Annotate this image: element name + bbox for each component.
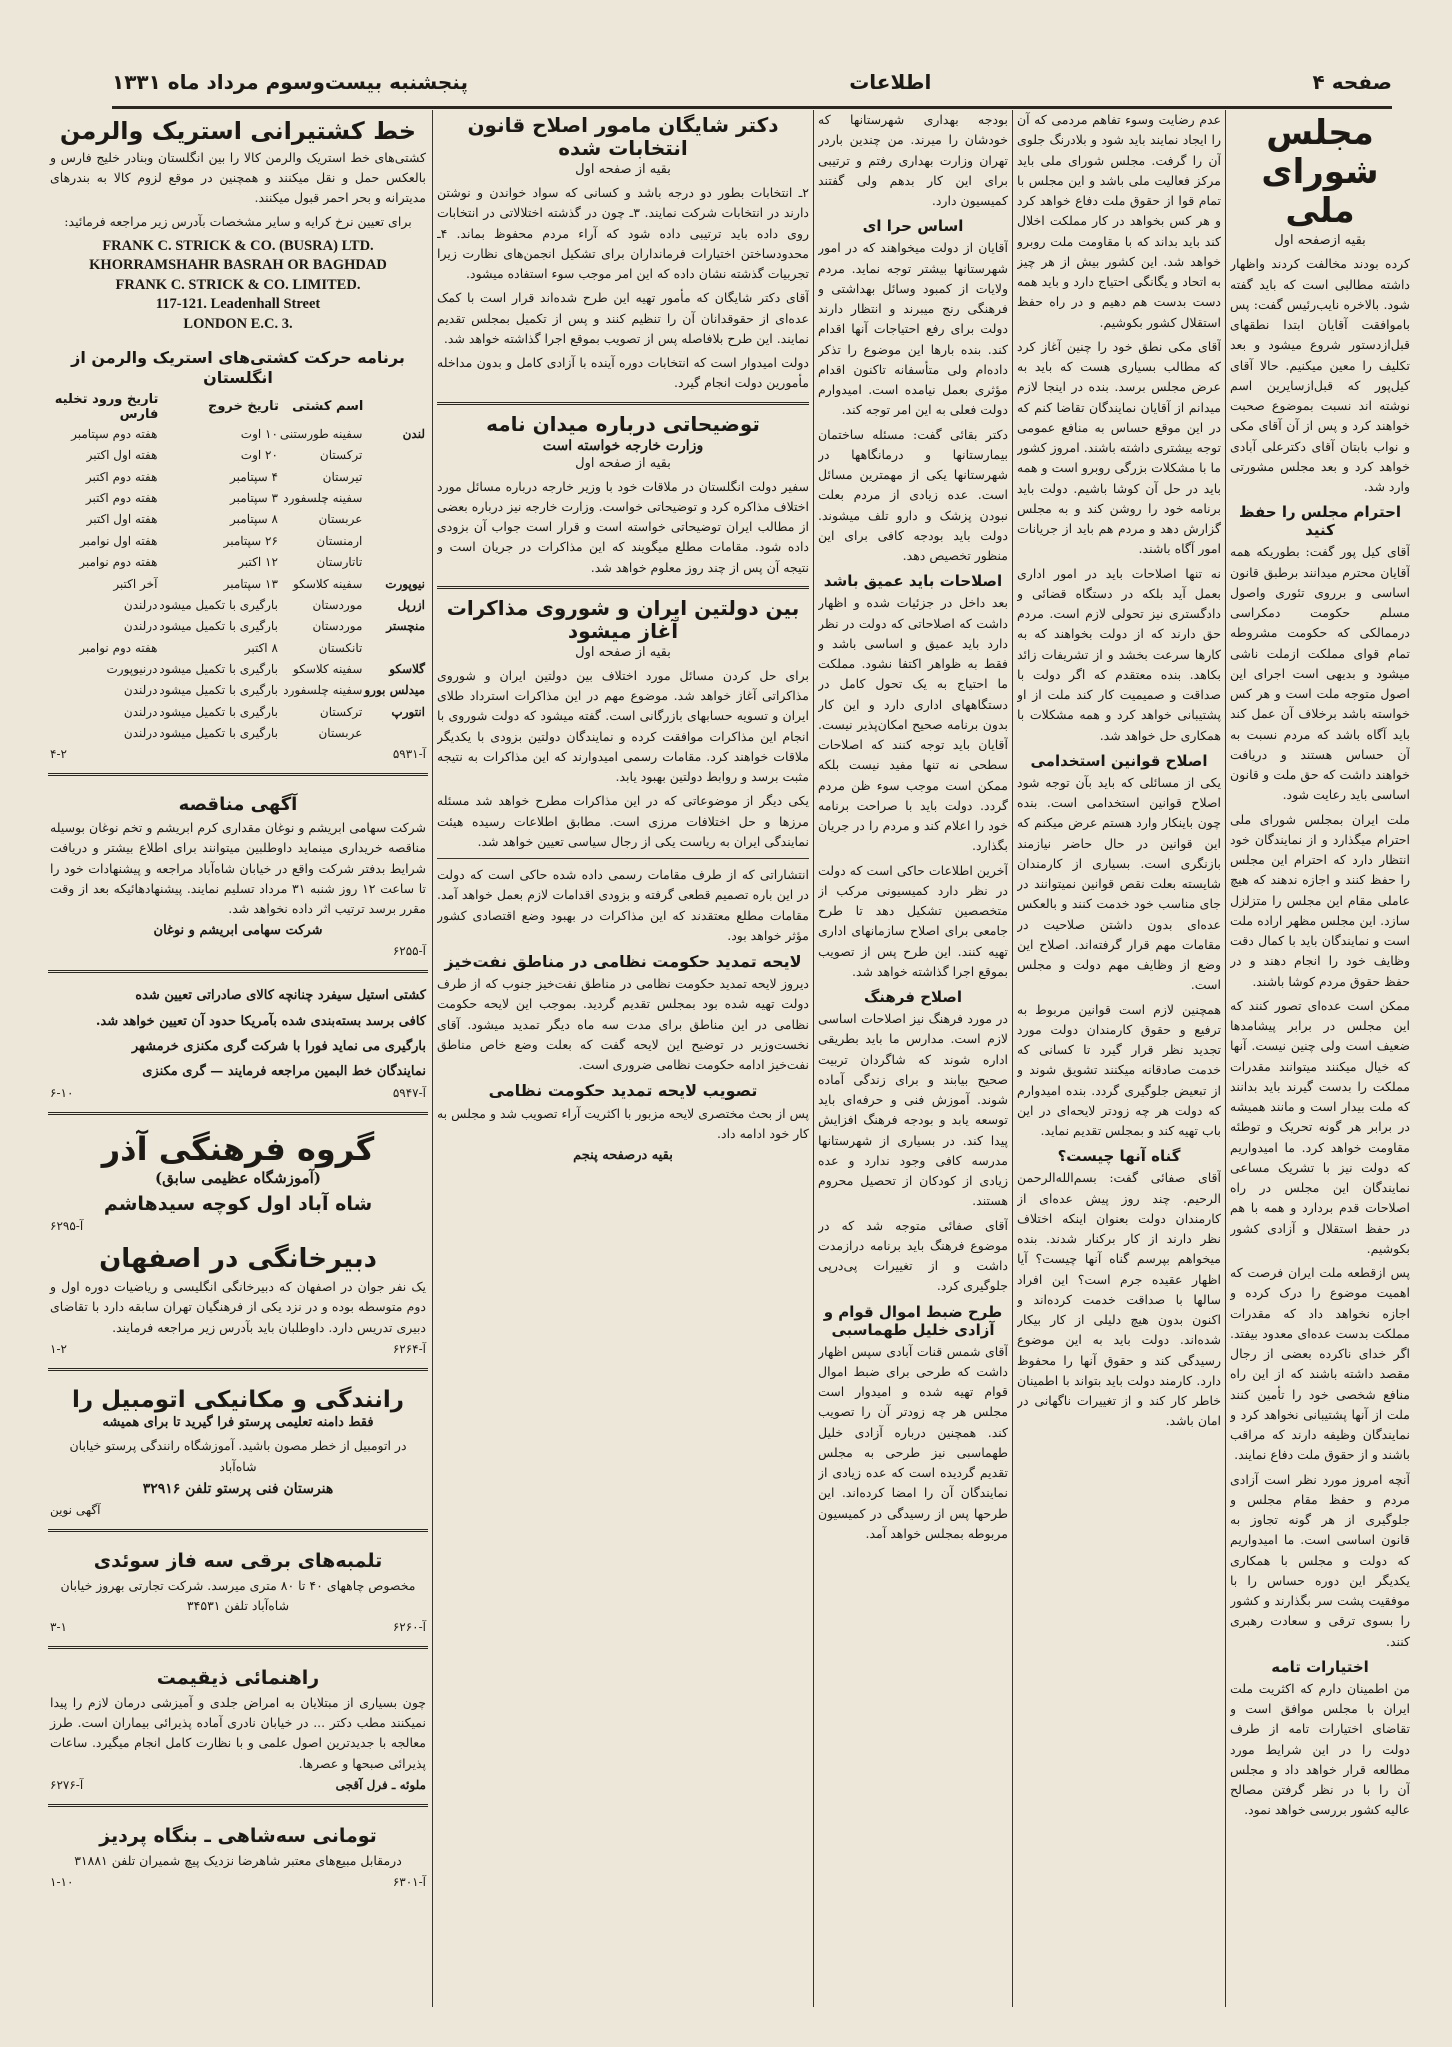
section-divider [48,1646,428,1649]
paragraph: برای حل کردن مسائل مورد اختلاف بین دولتین ایران و شوروی مذاکراتی آغاز خواهد شد. موضوع مهم در این مذاکرات استرداد طلای ایران و تسویه حسابهای بازرگانی است. گفته میشود که دولت شوروی با انجام این مذاکرات موافقت کرده و نمایندگان دولتین بزودی با یکدیگر ملاقات خواهند کرد. مقامات رسمی امیدوارند که این مذاکرات به نتیجه مثبت برسد و روابط دولتین بهبود یابد. [437,667,809,784]
table-cell: بارگیری با تکمیل میشود [159,597,278,612]
section-divider [48,1529,428,1532]
article-majlis-speeches [818,110,1008,2007]
table-cell [363,445,426,466]
table-cell: آخر اکتبر [113,576,158,591]
ad-code: آ-۶۲۵۵ [392,944,426,959]
paragraph: کرده بودند مخالفت کردند واظهار داشته مطالبی است که باید گفته شود. بالاخره نایب‌رئیس گفت: پس باموافقت آقایان ابتدا نطقهای قبل‌ازدستور شروع میشود و بعد تکلیف را معین میکنیم. حالا آقای کیل‌پور که قبل‌ازسایرین اسم نوشته اند نسبت بموضوع صحبت خواهند کرد و پس از آن آقای مکی و نواب بابتان آقای دکترعلی آبادی خواهد کرد و بعد مجلس مشورتی وارد شد. [1230,256,1410,495]
ads-column [48,110,428,2007]
ad-code: ۱-۲ [50,1341,67,1356]
newspaper-name: اطلاعات [849,70,932,94]
ad-signature: ملوئه ـ فرل آقجی [335,1777,426,1792]
ad-text: یک نفر جوان در اصفهان که دبیرخانگی انگلیسی و ریاضیات دوره اول و دوم متوسطه بوده و در نزد یکی از فرهنگیان تهران سابقه دارد با تقاضای دبیری تدریس دارد. داوطلبان باید بآدرس زیر مراجعه فرمایند. [50,1279,426,1335]
ad-code: ۴-۲ [50,746,67,761]
article-majlis-continued [1017,110,1221,2007]
paragraph: دکتر بقائی گفت: مسئله ساختمان بیمارستانها و درمانگاهها در شهرستانها یکی از مهمترین مسائل است. عده زیادی از مردم بعلت نبودن پزشک و دارو تلف میشوند. دولت باید بودجه کافی برای این منظور تخصیص دهد. [818,426,1008,563]
table-header-row [50,390,426,424]
table-cell [363,552,426,573]
page-header [112,58,1392,109]
ad-code-row [50,1342,426,1356]
continued-note: بقیه از صفحه اول [575,162,671,177]
ad-code: آ-۶۲۶۰ [392,1620,426,1635]
table-header: تاریخ خروج [207,399,279,415]
article-majlis [1230,110,1410,2007]
section-divider [48,1112,428,1115]
section-divider [48,970,428,973]
ad-pardis-agency [48,1815,428,1893]
subheading: اختیارات تامه [1271,1657,1369,1676]
ad-code-row [50,1875,426,1889]
table-cell: نیوپورت [385,576,425,591]
table-cell: موردستان [312,597,363,612]
table-cell: لندن [402,426,425,441]
ad-text: کافی برسد بسته‌بندی شده بآمریکا حدود آن تعیین خواهد شد. [95,1013,426,1029]
table-cell [363,638,426,659]
table-cell: هفته دوم نوامبر [79,555,158,570]
ad-text: برای تعیین نرخ کرایه و سایر مشخصات بآدرس زیر مراجعه فرمائید: [64,214,412,230]
ad-title: گروه فرهنگی آذر [101,1129,375,1168]
ad-text: کشتی استیل سیفرد چنانچه کالای صادراتی تعیین شده [135,988,426,1004]
paragraph: نه تنها اصلاحات باید در امور اداری بعمل آید بلکه در دستگاه قضائی و دادگستری نیز تحولی لازم است. مردم حق دارند که از دولت بخواهند که به کارها سرعت بخشد و از تشریفات زائد بکاهد. بنده معتقدم که اگر دولت با صداقت و صمیمیت کار کند ملت از او پشتیبانی خواهد کرد و همه مشکلات با همکاری حل خواهد شد. [1017,565,1221,743]
table-cell: ۱۰ اوت [240,426,278,441]
table-cell [363,488,426,509]
table-row [50,574,426,595]
paragraph: دولت امیدوار است که انتخابات دوره آینده با آزادی کامل و بدون مداخله مأمورین دولت انجام گیرد. [437,355,809,391]
paragraph: ۲ـ انتخابات بطور دو درجه باشد و کسانی که سواد خواندن و نوشتن دارند در انتخابات شرکت نمایند. ۳ـ چون در گذشته اختلالاتی در انتخابات روی داده باید ترتیبی داده شود که آراء مردم محفوظ بماند. ۴ـ محدودساختن اختیارات فرمانداران برای تشکیل انجمن‌های نظارت زیرا تجربیات گذشته نشان داده که این امر موجب سوء استفاده میشود. [437,185,809,281]
table-cell: سفینه طورستنی [279,426,363,441]
ad-text: شرکت سهامی ابریشم و نوغان مقداری کرم ابریشم و تخم نوغان بوسیله مناقصه خریداری مینماید داوطلبین میتوانند برای اطلاع بیشتر و دریافت شرایط بدفتر شرکت واقع در خیابان شاه‌آباد مراجعه و پیشنهادات خود را تا ساعت ۱۲ روز شنبه ۳۱ مرداد تسلیم نمایند. پیشنهادهائیکه بعد از وقت مقرر برسد ترتیب اثر داده نخواهد شد. [50,820,427,917]
schedule-table [50,390,426,745]
table-cell: ازرپل [397,597,425,612]
table-cell: بارگیری با تکمیل میشود [159,704,278,719]
table-cell: عربستان [318,512,363,527]
paragraph: دیروز لایحه تمدید حکومت نظامی در مناطق نفت‌خیز جنوب که از طرف دولت تهیه شده بود بمجلس تقدیم گردید. بموجب این لایحه حکومت نظامی در این مناطق برای مدت سه ماه دیگر تمدید میشود. آقای نخست‌وزیر در توضیح این لایحه گفت که بعلت وضع خاص مناطق نفت‌خیز ادامه حکومت نظامی ضروری است. [437,976,809,1073]
column-rule [813,110,814,2007]
table-cell: هفته اول نوامبر [79,533,158,548]
table-header: اسم کشتی [292,399,364,415]
paragraph: آقای مکی نطق خود را چنین آغاز کرد که مطالب بسیاری هست که باید به عرض مجلس برسد. بنده در اینجا لازم میدانم از آقایان نمایندگان تقاضا کنم که در این موقع حساس به منافع عمومی توجه بیشتری داشته باشند. امروز کشور ما با مشکلات بزرگی روبرو است و همه باید در حل آن کوشا باشیم. دولت باید برنامه خود را روشن کند و به مجلس گزارش دهد و مردم هم باید از جریانات امور آگاه باشند. [1017,338,1221,557]
headline: مجلس شورای ملی [1261,113,1379,232]
table-cell: هفته دوم سپتامبر [71,426,158,441]
continued-on-page: بقیه درصفحه پنجم [573,1148,673,1164]
ad-address: شاه آباد اول کوچه سیدهاشم [103,1193,373,1216]
paragraph: عدم رضایت وسوء تفاهم مردمی که آن را ایجاد نمایند باید شود و بلادرنگ جلوی آن را گرفت. مجلس شورای ملی باید مرکز فعالیت ملی باشد و این مجلس با تمام قوا از حقوق ملت دفاع خواهد کرد و هر کس بخواهد در کار مملکت اخلال کند باید بداند که با مقاومت ملت روبرو خواهد شد. این کشور بیش از هر چیز به اتحاد و یگانگی احتیاج دارد و باید همه دست بدست هم دهیم و در راه حفظ استقلال کشور بکوشیم. [1017,112,1221,330]
ad-signature: شرکت سهامی ابریشم و نوغان [153,923,323,939]
ad-code-row [50,944,426,958]
subheading: اصلاح قوانین استخدامی [1030,751,1208,770]
paragraph: بودجه بهداری شهرستانها که خودشان را میرند. من چندین باردر تهران وزارت بهداری رفتم و ترتیبی برای این کار بدهم ولی گفتند کمیسیون دارد. [818,112,1008,208]
table-cell: هفته دوم اکتبر [85,490,158,505]
table-cell: درنیوپورت [106,662,158,677]
table-cell: ارمنستان [316,533,363,548]
table-cell: درلندن [123,597,158,612]
ad-code: آ-۶۳۰۱ [392,1874,426,1889]
paragraph: همچنین لازم است قوانین مربوط به ترفیع و حقوق کارمندان دولت مورد تجدید نظر قرار گیرد تا کسانی که خدمت صادقانه میکنند تشویق شوند و از تبعیض جلوگیری گردد. بنده امیدوارم که دولت هر چه زودتر لایحه‌ای در این باب تهیه کند و بمجلس تقدیم نماید. [1017,1001,1221,1138]
table-cell: ترکستان [319,704,363,719]
paragraph: یکی از مسائلی که باید بآن توجه شود اصلاح قوانین استخدامی است. بنده چون باینکار وارد هستم عرض میکنم که این قوانین در حال حاضر نیازمند بازنگری است. بسیاری از کارمندان شایسته بعلت نقص قوانین نمیتوانند در جای مناسب خود خدمت کنند و بالعکس عده‌ای بدون داشتن صلاحیت در مقامات مهم قرار گرفته‌اند. اصلاح این وضع از وظایف مهم دولت و مجلس است. [1017,774,1221,993]
table-cell: منچستر [386,619,425,634]
ad-title: تومانی سه‌شاهی ـ بنگاه پردیز [99,1824,377,1847]
ad-text: مخصوص چاههای ۴۰ تا ۸۰ متری میرسد. شرکت تجارتی بهروز خیابان شاه‌آباد تلفن ۳۴۵۳۱ [60,1577,416,1613]
ad-code-row [50,747,426,761]
table-cell: گلاسکو [389,662,425,677]
table-cell: موردستان [312,619,363,634]
ad-code: آ-۶۲۹۵ [50,1219,84,1234]
ad-shipping-schedule [48,338,428,764]
paragraph: یکی دیگر از موضوعاتی که در این مذاکرات مطرح خواهد شد مسئله مرزها و حل اختلافات مرزی است. مطابق اطلاعات رسیده هیئت نمایندگی ایران به ریاست یکی از رجال سیاسی تعیین خواهد شد. [437,793,809,849]
ad-azar-cultural-group [48,1123,428,1238]
table-cell: ۴ سپتامبر [230,469,278,484]
table-cell: عربستان [318,726,363,741]
ad-code: ۱-۱۰ [50,1874,74,1889]
table-row [50,638,426,659]
paragraph: ممکن است عده‌ای تصور کنند که این مجلس در برابر پیشامدها ضعیف است ولی چنین نیست. آنها که خیال میکنند میتوانند مقدرات مملکت را بدست گیرند باید بدانند که ملت بیدار است و مانند همیشه در برابر هر گونه تحریک و توطئه مقاومت خواهد کرد. ما امیدواریم که دولت نیز با تشریک مساعی نمایندگان این مجلس در راه اصلاحات قدم بردارد و همه با هم در حفظ استقلال و آزادی کشور بکوشیم. [1230,997,1410,1256]
ad-code: آ-۵۹۴۷ [392,1085,426,1100]
paragraph: ملت ایران بمجلس شورای ملی احترام میگذارد و از نمایندگان خود انتظار دارد که احترام این مجلس را حفظ کنند و اجازه ندهند که هیچ عاملی مقام این مجلس را متزلزل سازد. این مجلس مظهر اراده ملت است و نمایندگان باید با کمال دقت وظایف خود را انجام دهند و در حفظ حقوق مردم کوشا باشند. [1230,811,1410,989]
issue-date: پنجشنبه بیست‌وسوم مرداد ماه ۱۳۳۱ [112,70,468,94]
ad-text: کشتی‌های خط استریک والرمن کالا را بین انگلستان وبنادر خلیج فارس و بالعکس حمل و نقل میکنند و همچنین در موقع لزوم کالا به بندرهای مدیترانه و بحر احمر قبول میکنند. [50,149,426,206]
address-line: 117-121. Leadenhall Street [155,296,321,313]
ad-valuable-guide [48,1657,428,1796]
table-cell: هفته دوم اکتبر [85,469,158,484]
ad-text: بارگیری می نماید فورا با شرکت گری مکنزی خرمشهر [131,1038,426,1054]
ad-title: دبیرخانگی در اصفهان [99,1244,377,1275]
table-cell [363,531,426,552]
ad-code: آ-۶۲۶۴ [392,1341,426,1356]
section-divider [48,1804,428,1807]
continued-note: بقیه از صفحه اول [575,455,671,471]
ad-title: تلمبه‌های برقی سه فاز سوئدی [93,1549,383,1572]
page-number: صفحه ۴ [1312,70,1392,94]
table-row [50,552,426,573]
table-cell [363,509,426,530]
news-column [437,110,809,2007]
column-rule [1225,110,1226,2007]
table-row [50,702,426,723]
paragraph: آقای صفائی گفت: بسم‌الله‌الرحمن الرحیم. چند روز پیش عده‌ای از کارمندان دولت بعنوان اینکه اختلاف نظر دارند از کار برکنار شدند. بنده میخواهم بپرسم گناه آنها چیست؟ آیا اظهار عقیده جرم است؟ این افراد سالها با صداقت خدمت کرده‌اند و اکنون بدون هیچ دلیلی از کار بیکار شده‌اند. دولت باید به این موضوع رسیدگی کند و حقوق آنها را محفوظ دارد. کارمند دولت باید بتواند با اطمینان خاطر کار کند و از تغییرات ناگهانی در امان باشد. [1017,1170,1221,1429]
ad-text: در اتومبیل از خطر مصون باشید. آموزشگاه رانندگی پرستو خیابان شاه‌آباد [69,1438,407,1474]
column-rule [1012,110,1013,2007]
table-row [50,467,426,488]
continued-note: بقیه از صفحه اول [575,644,671,660]
section-divider [48,773,428,776]
table-cell: سفینه چلسفورد [283,683,363,698]
table-cell: ۱۲ اکتبر [238,555,278,570]
table-header [363,390,426,424]
paragraph: آنچه امروز مورد نظر است آزادی مردم و حفظ مقام مجلس و جلوگیری از هر گونه تجاوز به قانون اساسی است. ما امیدواریم که دولت و مجلس با همکاری یکدیگر این دوره حساس را با موفقیت پشت سر بگذارند و کشور را بسوی ترقی و سعادت رهبری کنند. [1230,1471,1410,1649]
table-cell: ترکستان [319,448,363,463]
table-row [50,595,426,616]
ad-code: آ-۵۹۳۱ [392,746,426,761]
subheading: احترام مجلس را حفظ کنید [1238,503,1402,540]
table-cell: ۱۳ سپتامبر [223,576,278,591]
table-cell: هفته دوم نوامبر [79,640,158,655]
table-cell: سفینه کلاسکو [293,576,363,591]
address-line: FRANK C. STRICK & CO. LIMITED. [115,276,361,293]
subheading: اساس حرا ای [862,217,964,236]
english-address [50,237,426,335]
table-cell: ۸ سپتامبر [230,512,278,527]
table-cell: درلندن [123,619,158,634]
ad-isfahan-tutor [48,1237,428,1360]
column-rule [432,110,433,2007]
table-cell: درلندن [123,704,158,719]
paragraph: آخرین اطلاعات حاکی است که دولت در نظر دارد کمیسیونی مرکب از متخصصین تشکیل دهد تا طرح جامعی برای اصلاح سازمانهای اداری تهیه کنند. این طرح پس از تصویب بموقع اجرا گذاشته خواهد شد. [818,862,1008,979]
paragraph: در مورد فرهنگ نیز اصلاحات اساسی لازم است. مدارس ما باید بطریقی اداره شوند که شاگردان تربیت صحیح بیابند و برای زندگی آماده شوند. آموزش فنی و حرفه‌ای باید توسعه یابد و بودجه فرهنگ افزایش پیدا کند. در بسیاری از شهرستانها مدرسه کافی وجود ندارد و عده زیادی از کودکان از تحصیل محروم هستند. [818,1011,1008,1209]
subheading: تصویب لایحه تمدید حکومت نظامی [488,1081,758,1101]
address-line: FRANK C. STRICK & CO. (BUSRA) LTD. [102,237,374,254]
ad-subtitle: (آموزشگاه عظیمی سابق) [155,1169,321,1188]
table-row [50,509,426,530]
table-row [50,659,426,680]
subheading: گناه آنها چیست؟ [1057,1147,1181,1166]
ad-name: هنرستان فنی پرستو تلفن ۳۲۹۱۶ [142,1480,334,1497]
table-cell: میدلس بورو [364,683,425,698]
paragraph: آقایان از دولت میخواهند که در امور شهرستانها بیشتر توجه نماید. مردم ولایات از کمبود وسائل بهداشتی و فرهنگی رنج میبرند و انتظار دارند دولت برای رفع احتیاجات آنها اقدام کند. بنده بارها این موضوع را تذکر داده‌ام ولی متأسفانه تاکنون اقدام مؤثری بعمل نیامده است. امیدوارم دولت فعلی به این امر توجه کند. [818,240,1008,418]
ad-code-row [50,1778,426,1792]
ad-code-row [50,1086,426,1100]
table-header: تاریخ ورود تخلیه فارس [54,391,159,422]
table-cell: ۲۰ اوت [240,448,278,463]
paragraph: بعد داخل در جزئیات شده و اظهار داشت که اصلاحاتی که دولت در نظر دارد باید عمیق و اساسی باشد و فقط به ظواهر اکتفا نشود. مملکت ما احتیاج به یک تحول کامل در دستگاههای اداری دارد و این کار بدون برنامه صحیح امکان‌پذیر نیست. آقایان باید توجه کنند که اصلاحات سطحی نه تنها مفید نیست بلکه ممکن است موجب سوء ظن مردم گردد. دولت باید با صراحت برنامه خود را اعلام کند و مردم را در جریان بگذارد. [818,595,1008,854]
ad-code-row [50,1503,426,1517]
headline-iran-soviet-talks: بین دولتین ایران و شوروی مذاکرات آغاز میشود [446,595,800,643]
ad-subtitle: فقط دامنه تعلیمی پرستو فرا گیرید تا برای همیشه [102,1415,374,1431]
table-cell [363,467,426,488]
paragraph: پس ازقطعه ملت ایران فرصت که اهمیت موضوع را درک کرده و اجازه نخواهد داد که مقدرات مملکت بدست عده‌ای معدود بیفتد. اگر خدای ناکرده بعضی از رجال مقصد داشته باشند که از این راه منافع شخصی خود را تأمین کنند ملت از آنها پشتیبانی نخواهد کرد و نمایندگان وظیفه دارند که مراقب باشند و از حقوق ملت دفاع نمایند. [1230,1265,1410,1463]
headline-note-explanations: توضیحاتی درباره میدان نامه [486,411,760,436]
paragraph: من اطمینان دارم که اکثریت ملت ایران با مجلس موافق است و تقاضای اختیارات تامه از طرف دولت را در این شرایط مورد مطالعه قرار خواهد داد و مجلس آن را با در نظر گرفتن مصالح عالیه کشور بررسی خواهد نمود. [1230,1680,1410,1818]
table-cell: سفینه کلاسکو [293,662,363,677]
table-row [50,616,426,637]
table-cell [363,723,426,744]
ad-strick-shipping [48,110,428,338]
table-row [50,680,426,701]
headline-election-law: دکتر شایگان مامور اصلاح قانون انتخابات شده [467,113,779,160]
paragraph: پس از بحث مختصری لایحه مزبور با اکثریت آراء تصویب شد و مجلس به کار خود ادامه داد. [437,1105,809,1141]
table-cell: درلندن [123,683,158,698]
ad-text: نمایندگان خط البمین مراجعه فرمایند — گری مکنزی [142,1063,426,1079]
section-divider [437,586,809,589]
table-cell: سفینه چلسفورد [283,490,363,505]
table-cell: ۲۶ سپتامبر [223,533,278,548]
table-row [50,445,426,466]
ad-code: ۶-۱۰ [50,1085,74,1100]
ad-code: آگهی نوین [50,1502,101,1517]
ad-code: ۳-۱ [50,1620,67,1635]
ad-title: راهنمائی ذیقیمت [156,1667,320,1690]
table-cell: انتورپ [391,704,425,719]
table-cell: درلندن [123,726,158,741]
paragraph: سفیر دولت انگلستان در ملاقات خود با وزیر خارجه درباره مسائل مورد اختلاف مذاکره کرد و توضیحاتی خواست. وزارت خارجه نیز درباره بعضی از مطالب ایران توضیحاتی خواسته است و قرار است جواب آن بزودی داده شود. مقامات مطلع میگویند که این مذاکرات در جریان است و نتیجه آن پس از چند روز معلوم خواهد شد. [437,478,809,575]
table-cell: هفته اول اکتبر [86,512,158,527]
ad-text: چون بسیاری از مبتلایان به امراض جلدی و آمیزشی درمان لازم را پیدا نمیکنند مطب دکتر ... در خیابان نادری آماده پذیرائی بیماران است. طرز معالجه با جدیدترین اصول علمی و با نظارت کامل انجام میگیرد. ساعات پذیرائی صبحها و عصرها. [50,1694,426,1771]
table-row [50,488,426,509]
table-row [50,531,426,552]
paragraph: انتشاراتی که از طرف مقامات رسمی داده شده حاکی است که دولت در این باره تصمیم قطعی گرفته و بزودی اقدامات لازم بعمل خواهد آمد. مقامات مطلع معتقدند که این مذاکرات در بهبود وضع اقتصادی کشور مؤثر خواهد بود. [437,867,809,943]
ad-driving-school [48,1379,428,1521]
ad-title: رانندگی و مکانیکی اتومبیل را [72,1386,404,1413]
table-cell: تاتارستان [316,555,363,570]
paragraph: آقای کیل پور گفت: بطوریکه همه آقایان محترم میدانند برطبق قانون اساسی و برروی تئوری واصول مسلم حکومت دمکراسی درممالکی که حکومت مشروطه تمام قوای مملکت ازملت ناشی میشود و بدیهی است اجرای این اصول متوجه ملت است و هر کس خواسته باشد برخلاف آن عمل کند باید آگاه باشد که مردم نسبت به آن حساس هستند و دریافت خواهند داشت که حق ملت و قانون اساسی باید رعایت شود. [1230,544,1410,803]
divider [437,858,809,859]
address-line: KHORRAMSHAHR BASRAH OR BAGHDAD [89,257,387,274]
ad-title: خط کشتیرانی استریک والرمن [59,117,417,145]
table-row [50,424,426,445]
table-cell: تانکستان [318,640,363,655]
ad-electric-pumps [48,1540,428,1638]
table-cell: ۳ سپتامبر [230,490,278,505]
ad-code: آ-۶۲۷۶ [50,1777,84,1792]
ad-title: آگهی مناقصه [178,793,298,815]
paragraph: آقای صفائی متوجه شد که در موضوع فرهنگ باید برنامه درازمدت داشت و از تغییرات پی‌درپی جلوگیری کرد. [818,1217,1008,1294]
schedule-rows [50,424,426,745]
section-divider [48,1368,428,1371]
paragraph: آقای دکتر شایگان که مأمور تهیه این طرح شده‌اند قرار است با کمک عده‌ای از حقوقدانان آن را تنظیم کنند و پس از تکمیل بمجلس تقدیم نمایند. این طرح بلافاصله پس از تصویب بموقع اجرا گذاشته خواهد شد. [437,290,809,346]
table-cell: بارگیری با تکمیل میشود [159,619,278,634]
ad-code-row [50,1620,426,1634]
subheading: اصلاحات باید عمیق باشد [823,572,1003,591]
ad-code-row [50,1219,426,1233]
schedule-title: برنامه حرکت کشتی‌های استریک والرمن از انگلستان [71,348,405,387]
subheading: لایحه تمدید حکومت نظامی در مناطق نفت‌خیز [444,952,802,971]
table-row [50,723,426,744]
section-divider [437,402,809,405]
subheadline: وزارت خارجه خواسته است [542,437,704,454]
paragraph: آقای شمس قنات آبادی سپس اظهار داشت که طرحی برای ضبط اموال قوام تهیه شده و امیدوار است مجلس هر چه زودتر آن را تصویب کند. همچنین درباره آزادی خلیل طهماسبی نیز طرحی به مجلس تقدیم گردیده است که عده زیادی از نمایندگان آن را امضا کرده‌اند. این طرحها پس از رسیدگی در کمیسیون مربوطه بمجلس خواهد آمد. [818,1343,1008,1541]
ad-tender [48,784,428,963]
address-line: LONDON E.C. 3. [183,315,293,332]
table-cell: بارگیری با تکمیل میشود [159,726,278,741]
table-cell: ۸ اکتبر [244,640,278,655]
continued-note: بقیه ازصفحه اول [1274,233,1366,249]
ad-ship-cargo [48,981,428,1103]
table-cell: تیرستان [322,469,363,484]
subheading: اصلاح فرهنگ [863,988,963,1006]
table-cell: بارگیری با تکمیل میشود [159,662,278,677]
ad-text: درمقابل مبیع‌های معتبر شاهرضا نزدیک پیچ شمیران تلفن ۳۱۸۸۱ [74,1852,402,1868]
table-cell: هفته اول اکتبر [86,448,158,463]
subheading: طرح ضبط اموال قوام و آزادی خلیل طهماسبی [823,1302,1003,1339]
table-cell: بارگیری با تکمیل میشود [159,683,278,698]
